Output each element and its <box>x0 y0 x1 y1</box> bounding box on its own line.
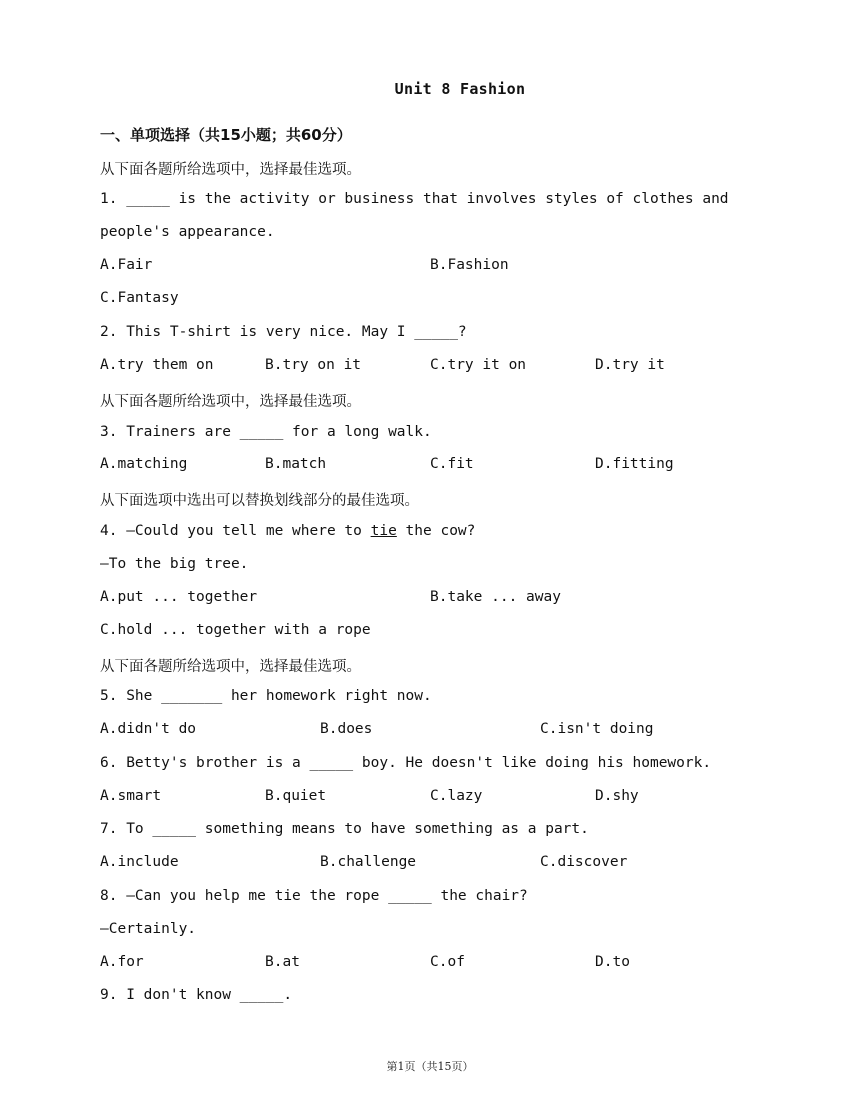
q6-option-d: D.shy <box>595 788 639 804</box>
question-5-text: 5. She _______ her homework right now. <box>100 688 432 704</box>
q2-option-c: C.try it on <box>430 357 527 373</box>
q7-option-a: A.include <box>100 854 179 870</box>
question-1-text-cont: people's appearance. <box>100 224 275 240</box>
q2-option-a: A.try them on <box>100 357 214 373</box>
q8-option-a: A.for <box>100 954 144 970</box>
instruction-text: 从下面各题所给选项中，选择最佳选项。 <box>100 162 361 178</box>
document-title: Unit 8 Fashion <box>394 80 526 98</box>
q3-option-b: B.match <box>265 456 327 472</box>
instruction-text: 从下面各题所给选项中，选择最佳选项。 <box>100 394 361 410</box>
q3-option-c: C.fit <box>430 456 474 472</box>
q3-option-d: D.fitting <box>595 456 674 472</box>
q5-option-b: B.does <box>320 721 373 737</box>
q3-option-a: A.matching <box>100 456 188 472</box>
section-heading: 一、单项选择（共15小题；共60分） <box>100 126 352 144</box>
q7-option-b: B.challenge <box>320 854 417 870</box>
q6-option-c: C.lazy <box>430 788 483 804</box>
q8-option-c: C.of <box>430 954 465 970</box>
q4-text-post: the cow? <box>396 523 476 539</box>
question-6-text: 6. Betty's brother is a _____ boy. He doesn't like doing his homework. <box>100 755 712 771</box>
q4-option-a: A.put ... together <box>100 589 258 605</box>
q5-option-c: C.isn't doing <box>540 721 654 737</box>
question-1-text: 1. _____ is the activity or business that involves styles of clothes and <box>100 191 729 207</box>
q6-option-b: B.quiet <box>265 788 327 804</box>
q7-option-c: C.discover <box>540 854 628 870</box>
q5-option-a: A.didn't do <box>100 721 197 737</box>
q4-option-b: B.take ... away <box>430 589 561 605</box>
question-7-text: 7. To _____ something means to have something as a part. <box>100 821 589 837</box>
instruction-text: 从下面各题所给选项中，选择最佳选项。 <box>100 659 361 675</box>
question-9-text: 9. I don't know _____. <box>100 987 293 1003</box>
q1-option-c: C.Fantasy <box>100 290 179 306</box>
q4-option-c: C.hold ... together with a rope <box>100 622 371 638</box>
question-4-reply: —To the big tree. <box>100 556 249 572</box>
q2-option-b: B.try on it <box>265 357 362 373</box>
question-4-text <box>100 523 475 539</box>
q2-option-d: D.try it <box>595 357 665 373</box>
question-8-text: 8. —Can you help me tie the rope _____ the chair? <box>100 888 528 904</box>
q6-option-a: A.smart <box>100 788 162 804</box>
page-footer: 第1页（共15页） <box>386 1060 474 1073</box>
q8-option-b: B.at <box>265 954 300 970</box>
instruction-text: 从下面选项中选出可以替换划线部分的最佳选项。 <box>100 493 419 509</box>
question-2-text: 2. This T-shirt is very nice. May I _____? <box>100 324 467 340</box>
q1-option-a: A.Fair <box>100 257 153 273</box>
q4-text-pre: 4. —Could you tell me where to <box>100 523 371 539</box>
question-3-text: 3. Trainers are _____ for a long walk. <box>100 424 432 440</box>
q4-underlined-word: tie <box>370 523 397 539</box>
q8-option-d: D.to <box>595 954 630 970</box>
question-8-reply: —Certainly. <box>100 921 197 937</box>
q1-option-b: B.Fashion <box>430 257 509 273</box>
